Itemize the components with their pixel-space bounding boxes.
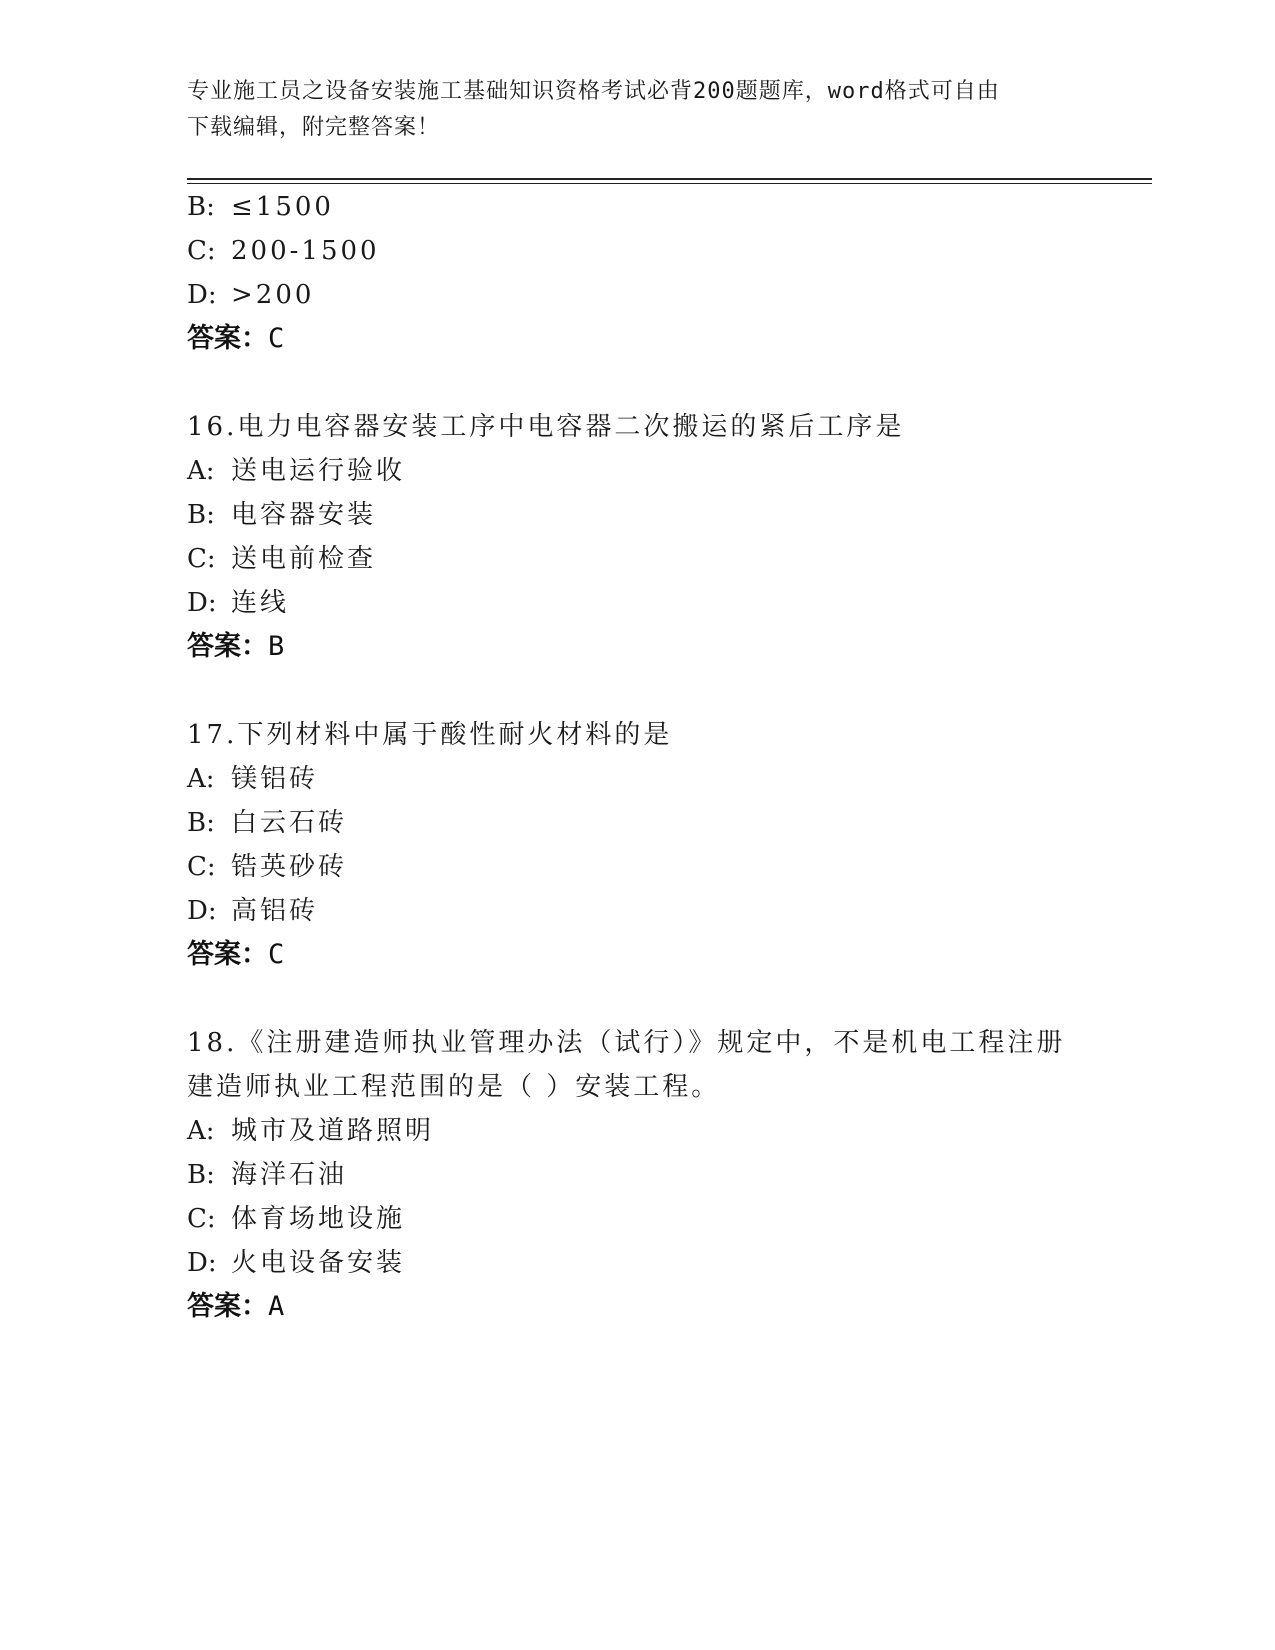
answer-line [187,938,284,972]
option-text: ≤1500 [231,192,334,222]
option-text: 镁铝砖 [231,764,319,794]
answer-line [187,1290,284,1324]
option-d [187,894,318,928]
option-letter: D: [187,896,217,926]
option-letter: D: [187,1248,217,1278]
header-line-1: 专业施工员之设备安装施工基础知识资格考试必背200题题库，word格式可自由 [187,79,1000,104]
header-rule-thick [187,178,1152,180]
answer-label: 答案： [187,939,268,970]
option-c [187,542,376,576]
answer-value: A [268,1291,285,1322]
option-letter: A: [187,1116,215,1146]
option-d [187,278,314,312]
option-letter: D: [187,280,217,310]
option-text: 白云石砖 [231,808,348,838]
option-text: 送电前检查 [231,544,377,574]
option-text: 火电设备安装 [231,1248,406,1278]
header-line-2: 下载编辑，附完整答案！ [187,115,441,140]
option-a [187,454,405,488]
answer-value: B [268,631,285,662]
question-18-title-line-1: 18.《注册建造师执业管理办法（试行）》规定中，不是机电工程注册 [187,1028,1066,1058]
option-letter: B: [187,500,215,530]
option-c [187,234,380,268]
answer-value: C [268,939,285,970]
option-d [187,1246,405,1280]
option-text: 连线 [231,588,290,618]
option-c [187,850,347,884]
option-a [187,762,318,796]
option-letter: C: [187,236,216,266]
header-rule-thin [187,183,1152,184]
option-letter: B: [187,1160,215,1190]
option-d [187,586,289,620]
question-18-title-line-2: 建造师执业工程范围的是（ ）安装工程。 [187,1072,721,1102]
option-text: 送电运行验收 [231,456,406,486]
option-text: 锆英砂砖 [231,852,348,882]
option-letter: C: [187,544,216,574]
option-letter: B: [187,808,215,838]
option-letter: A: [187,456,215,486]
answer-label: 答案： [187,631,268,662]
answer-label: 答案： [187,1291,268,1322]
option-b [187,498,376,532]
answer-label: 答案： [187,323,268,354]
option-b [187,190,334,224]
option-text: 电容器安装 [231,500,377,530]
option-c [187,1202,405,1236]
option-a [187,1114,434,1148]
answer-line [187,322,284,356]
document-header [187,74,1067,146]
question-17-title: 17.下列材料中属于酸性耐火材料的是 [187,720,673,750]
option-text: 高铝砖 [231,896,319,926]
option-text: >200 [231,280,315,310]
option-b [187,1158,347,1192]
answer-line [187,630,284,664]
option-letter: D: [187,588,217,618]
option-text: 体育场地设施 [231,1204,406,1234]
option-letter: C: [187,852,216,882]
option-letter: B: [187,192,215,222]
question-16-title: 16.电力电容器安装工序中电容器二次搬运的紧后工序是 [187,412,905,442]
option-letter: A: [187,764,215,794]
option-text: 海洋石油 [231,1160,348,1190]
option-text: 200-1500 [231,236,380,266]
option-b [187,806,347,840]
answer-value: C [268,323,285,354]
option-text: 城市及道路照明 [231,1116,435,1146]
option-letter: C: [187,1204,216,1234]
